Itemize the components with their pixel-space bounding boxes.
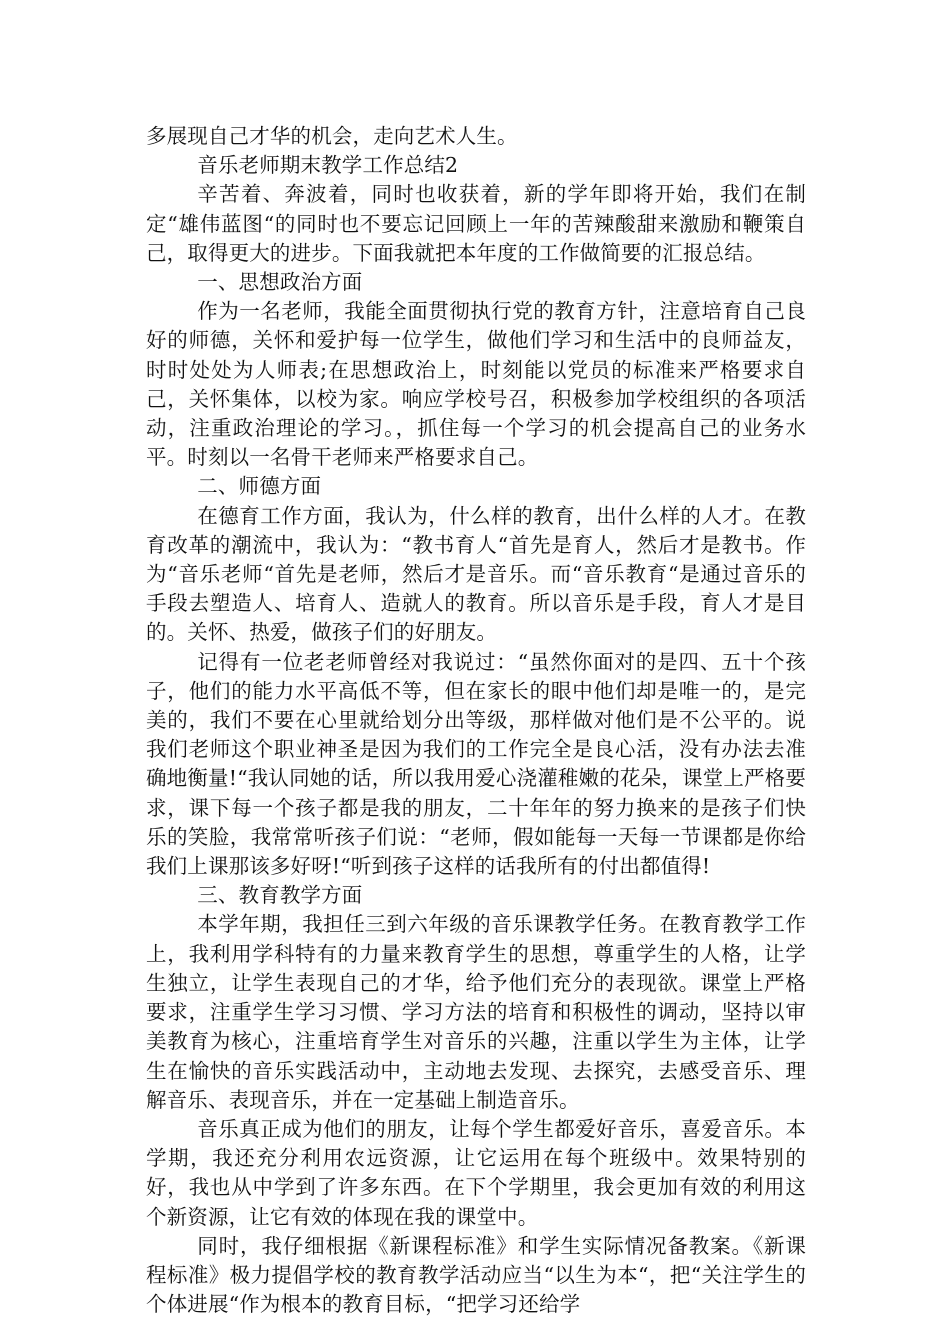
paragraph-curriculum-standard: 同时，我仔细根据《新课程标准》和学生实际情况备教案。《新课程标准》极力提倡学校的教育教学活动应当“以生为本“，把“关注学生的个体进展“作为根本的教育目标，“把学习还给学 (146, 1233, 806, 1317)
heading-teaching: 三、教育教学方面 (197, 883, 363, 908)
paragraph-moral-education: 在德育工作方面，我认为，什么样的教育，出什么样的人才。在教育改革的潮流中，我认为：“教书育人“首先是育人，然后才是教书。作为“音乐老师“首先是老师，然后才是音乐。而“音乐教育“是通过音乐的手段去塑造人、培育人、造就人的教育。所以音乐是手段，育人才是目的。关怀、热爱，做孩子们的好朋友。 (146, 503, 806, 645)
paragraph-music-friends: 音乐真正成为他们的朋友，让每个学生都爱好音乐，喜爱音乐。本学期，我还充分利用农远资源，让它运用在每个班级中。效果特别的好，我也从中学到了许多东西。在下个学期里，我会更加有效的利用这个新资源，让它有效的体现在我的课堂中。 (146, 1116, 806, 1229)
paragraph-intro-tail: 多展现自己才华的机会，走向艺术人生。 (146, 124, 518, 148)
paragraph-old-teacher-advice: 记得有一位老老师曾经对我说过：“虽然你面对的是四、五十个孩子，他们的能力水平高低不等，但在家长的眼中他们却是唯一的，是完美的，我们不要在心里就给划分出等级，那样做对他们是不公平的。说我们老师这个职业神圣是因为我们的工作完全是良心活，没有办法去准确地衡量!“我认同她的话，所以我用爱心浇灌稚嫩的花朵，课堂上严格要求，课下每一个孩子都是我的朋友，二十年年的努力换来的是孩子们快乐的笑脸，我常常听孩子们说：“老师，假如能每一天每一节课都是你给我们上课那该多好呀!“听到孩子这样的话我所有的付出都值得! (146, 649, 806, 879)
paragraph-ideology-politics: 作为一名老师，我能全面贯彻执行党的教育方针，注意培育自己良好的师德，关怀和爱护每一位学生，做他们学习和生活中的良师益友，时时处处为人师表;在思想政治上，时刻能以党员的标准来严格要求自己，关怀集体，以校为家。响应学校号召，积极参加学校组织的各项活动，注重政治理论的学习。，抓住每一个学习的机会提高自己的业务水平。时刻以一名骨干老师来严格要求自己。 (146, 299, 806, 470)
document-body (146, 122, 806, 1319)
section-title: 音乐老师期末教学工作总结2 (197, 153, 459, 178)
paragraph-teaching-duties: 本学年期，我担任三到六年级的音乐课教学任务。在教育教学工作上，我利用学科特有的力量来教育学生的思想，尊重学生的人格，让学生独立，让学生表现自己的才华，给予他们充分的表现欲。课堂上严格要求，注重学生学习习惯、学习方法的培育和积极性的调动，坚持以审美教育为核心，注重培育学生对音乐的兴趣，注重以学生为主体，让学生在愉快的音乐实践活动中，主动地去发现、去探究，去感受音乐、理解音乐、表现音乐，并在一定基础上制造音乐。 (146, 912, 806, 1112)
heading-ideology-politics: 一、思想政治方面 (197, 270, 363, 295)
heading-teacher-ethics: 二、师德方面 (197, 474, 322, 499)
paragraph-opening: 辛苦着、奔波着，同时也收获着，新的学年即将开始，我们在制定“雄伟蓝图“的同时也不要忘记回顾上一年的苦辣酸甜来激励和鞭策自己，取得更大的进步。下面我就把本年度的工作做简要的汇报总结。 (146, 182, 806, 265)
